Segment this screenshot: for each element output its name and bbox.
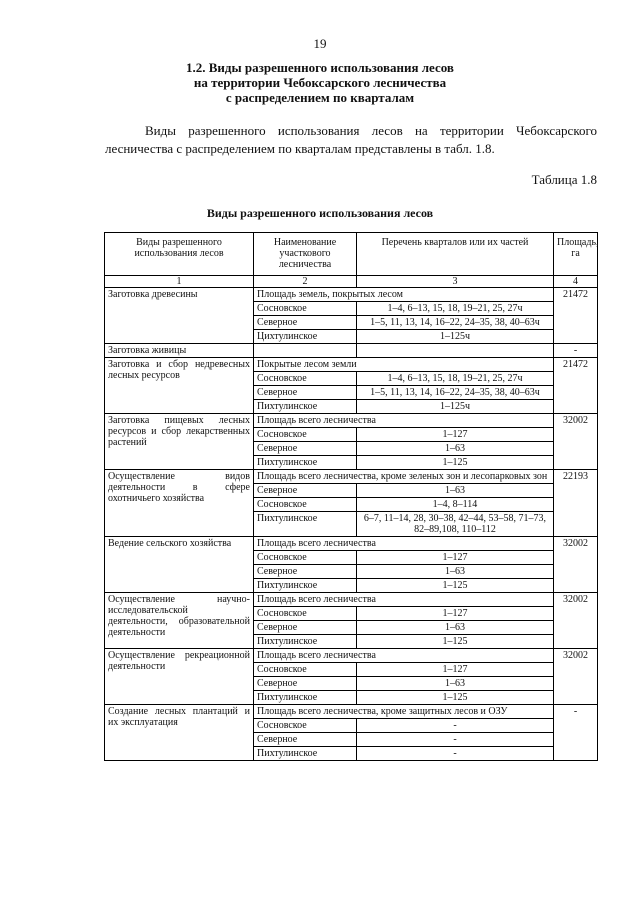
table-row [105,414,598,428]
area-scope-cell: Покрытые лесом земли [254,358,554,372]
district-name-cell: Северное [254,386,357,400]
area-scope-cell: Площадь всего лесничества, кроме зеленых зон и лесопарковых зон [254,470,554,484]
quarters-cell: 1–125ч [357,330,554,344]
table-body [105,288,598,761]
forest-use-table [104,232,598,761]
quarters-cell: 1–63 [357,621,554,635]
area-scope-cell: Площадь всего лесничества [254,537,554,551]
column-header: Виды разрешенного использования лесов [105,233,254,276]
quarters-cell: 1–63 [357,442,554,456]
district-name-cell: Северное [254,316,357,330]
column-number: 1 [105,276,254,288]
area-cell: 21472 [554,288,598,344]
district-name-cell: Сосновское [254,498,357,512]
empty-cell [357,344,554,358]
quarters-cell: - [357,747,554,761]
district-name-cell: Пихтулинское [254,512,357,537]
district-name-cell: Сосновское [254,663,357,677]
quarters-cell: 1–63 [357,484,554,498]
intro-paragraph: Виды разрешенного использования лесов на территории Чебоксарского лесничества с распределением по кварталам представлены в табл. 1.8. [105,123,597,156]
column-header: Наименование участкового лесничества [254,233,357,276]
table-row [105,593,598,607]
area-scope-cell: Площадь всего лесничества, кроме защитных лесов и ОЗУ [254,705,554,719]
page-number: 19 [313,36,327,51]
section-heading-line: с распределением по кварталам [225,90,415,105]
table-row [105,470,598,484]
district-name-cell: Северное [254,565,357,579]
quarters-cell: 1–127 [357,663,554,677]
district-name-cell: Сосновское [254,428,357,442]
empty-cell [254,344,357,358]
quarters-cell: 1–63 [357,677,554,691]
use-type-cell: Заготовка пищевых лесных ресурсов и сбор лекарственных растений [105,414,254,470]
area-scope-cell: Площадь всего лесничества [254,649,554,663]
district-name-cell: Сосновское [254,302,357,316]
table-label: Таблица 1.8 [531,172,597,187]
district-name-cell: Пихтулинское [254,456,357,470]
area-scope-cell: Площадь всего лесничества [254,414,554,428]
column-header: Площадь, га [554,233,598,276]
quarters-cell: 1–4, 6–13, 15, 18, 19–21, 25, 27ч [357,372,554,386]
district-name-cell: Сосновское [254,719,357,733]
quarters-cell: - [357,733,554,747]
quarters-cell: 1–125ч [357,400,554,414]
use-type-cell: Осуществление рекреационной деятельности [105,649,254,705]
quarters-cell: 1–125 [357,579,554,593]
quarters-cell: 1–127 [357,551,554,565]
area-cell: 32002 [554,414,598,470]
quarters-cell: 1–125 [357,691,554,705]
quarters-cell: 1–127 [357,428,554,442]
use-type-cell: Заготовка живицы [105,344,254,358]
quarters-cell: 1–5, 11, 13, 14, 16–22, 24–35, 38, 40–63ч [357,386,554,400]
section-heading-line: 1.2. Виды разрешенного использования лесов [186,60,454,75]
quarters-cell: 1–4, 6–13, 15, 18, 19–21, 25, 27ч [357,302,554,316]
district-name-cell: Северное [254,484,357,498]
district-name-cell: Цихтулинское [254,330,357,344]
area-cell: 32002 [554,593,598,649]
table-row [105,358,598,372]
district-name-cell: Пихтулинское [254,579,357,593]
column-number: 4 [554,276,598,288]
section-heading [0,60,640,105]
district-name-cell: Пихтулинское [254,635,357,649]
quarters-cell: 1–4, 8–114 [357,498,554,512]
district-name-cell: Сосновское [254,372,357,386]
area-scope-cell: Площадь земель, покрытых лесом [254,288,554,302]
district-name-cell: Пихтулинское [254,400,357,414]
column-number: 3 [357,276,554,288]
quarters-cell: 1–63 [357,565,554,579]
table-row [105,705,598,719]
district-name-cell: Северное [254,677,357,691]
district-name-cell: Сосновское [254,551,357,565]
use-type-cell: Осуществление видов деятельности в сфере охотничьего хозяйства [105,470,254,537]
column-number: 2 [254,276,357,288]
table-title: Виды разрешенного использования лесов [206,206,434,220]
use-type-cell: Заготовка и сбор недревесных лесных ресурсов [105,358,254,414]
district-name-cell: Пихтулинское [254,691,357,705]
use-type-cell: Создание лесных плантаций и их эксплуатация [105,705,254,761]
table-row [105,537,598,551]
section-heading-line: на территории Чебоксарского лесничества [193,75,447,90]
area-scope-cell: Площадь всего лесничества [254,593,554,607]
quarters-cell: 1–127 [357,607,554,621]
area-cell: 32002 [554,649,598,705]
quarters-cell: 1–5, 11, 13, 14, 16–22, 24–35, 38, 40–63ч [357,316,554,330]
area-cell: - [554,705,598,761]
area-cell: 32002 [554,537,598,593]
district-name-cell: Северное [254,621,357,635]
quarters-cell: 1–125 [357,635,554,649]
quarters-cell: 6–7, 11–14, 28, 30–38, 42–44, 53–58, 71–73, 82–89,108, 110–112 [357,512,554,537]
district-name-cell: Северное [254,733,357,747]
table-row [105,288,598,302]
quarters-cell: - [357,719,554,733]
area-cell: - [554,344,598,358]
use-type-cell: Осуществление научно-исследовательской деятельности, образовательной деятельности [105,593,254,649]
table-row [105,649,598,663]
column-header: Перечень кварталов или их частей [357,233,554,276]
area-cell: 22193 [554,470,598,537]
district-name-cell: Сосновское [254,607,357,621]
area-cell: 21472 [554,358,598,414]
table-row [105,344,598,358]
quarters-cell: 1–125 [357,456,554,470]
district-name-cell: Пихтулинское [254,747,357,761]
use-type-cell: Ведение сельского хозяйства [105,537,254,593]
use-type-cell: Заготовка древесины [105,288,254,344]
district-name-cell: Северное [254,442,357,456]
